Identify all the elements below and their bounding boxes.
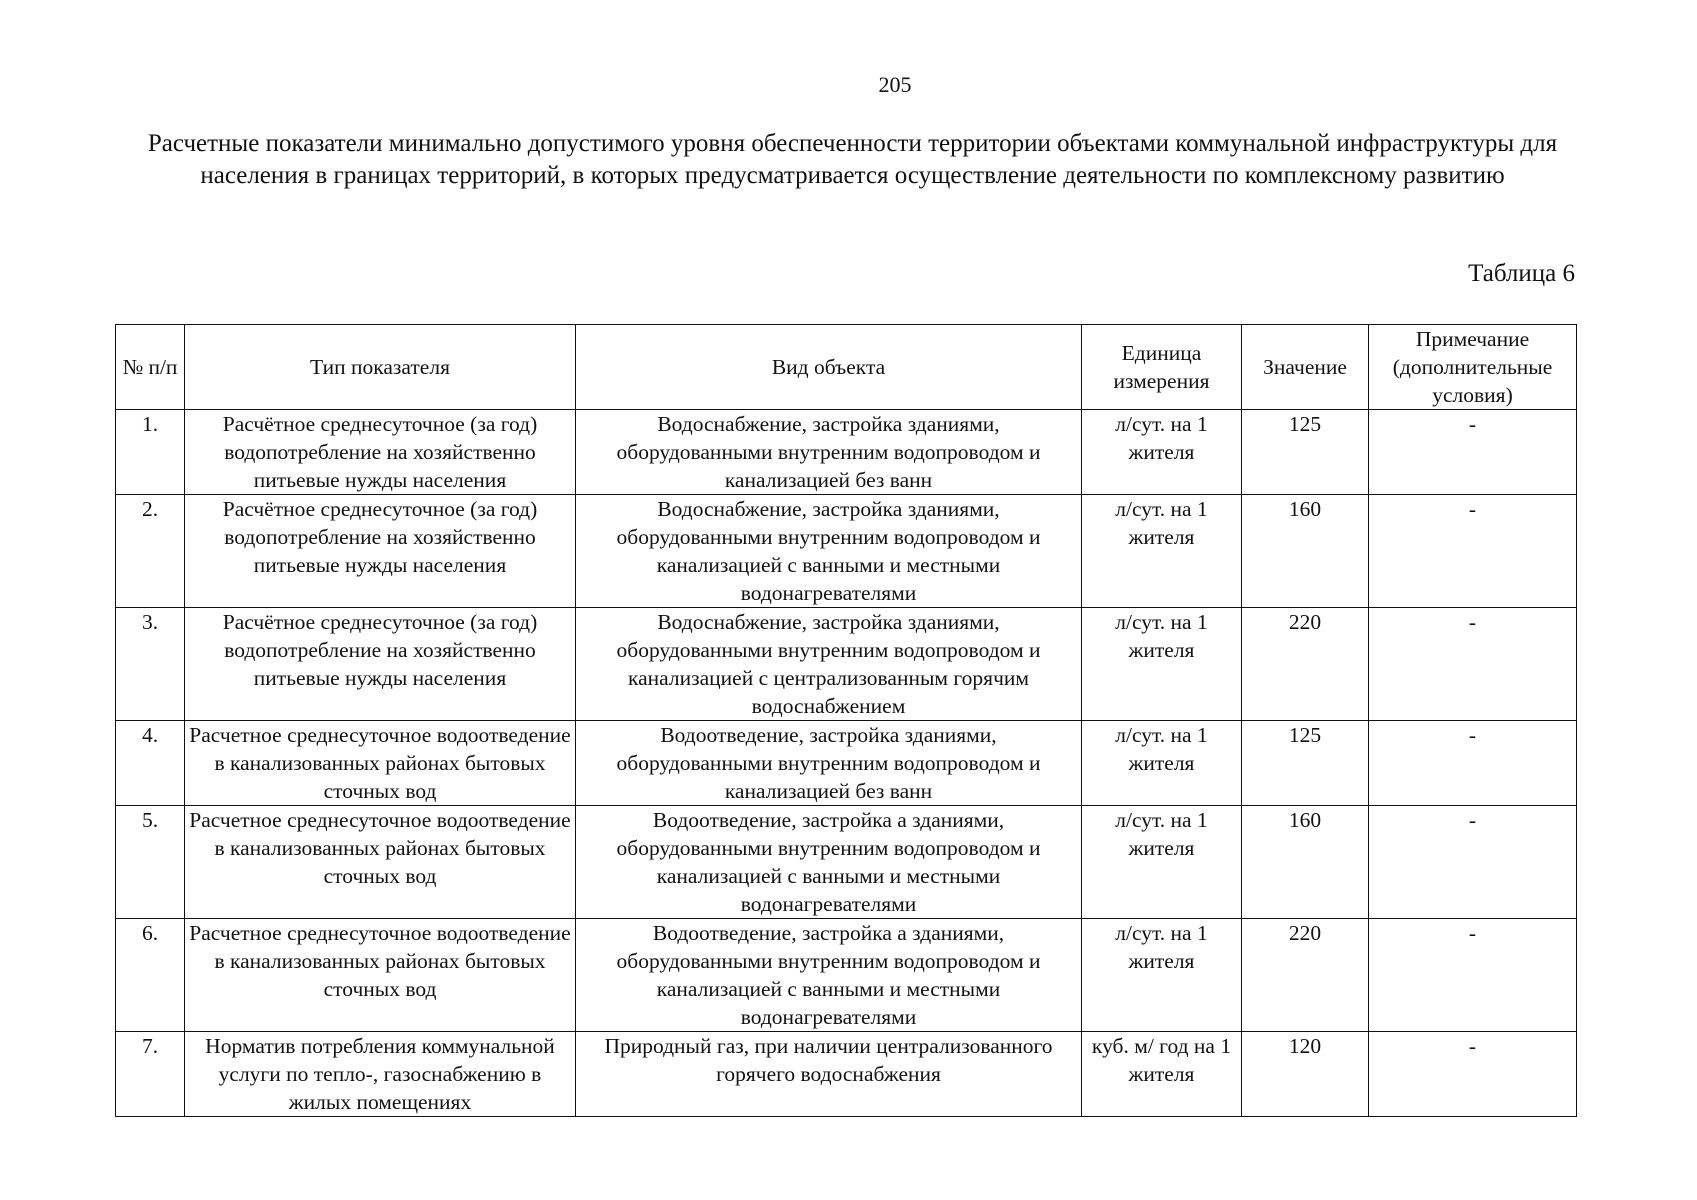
cell-type: Расчётное среднесуточное (за год) водопотребление на хозяйственно питьевые нужды населения (185, 495, 576, 608)
table-row (116, 806, 1577, 919)
cell-unit: л/сут. на 1 жителя (1082, 608, 1242, 721)
header-num: № п/п (116, 325, 185, 410)
cell-type: Расчетное среднесуточное водоотведение в канализованных районах бытовых сточных вод (185, 919, 576, 1032)
header-object: Вид объекта (576, 325, 1082, 410)
cell-unit: л/сут. на 1 жителя (1082, 495, 1242, 608)
cell-object: Водоотведение, застройка а зданиями, оборудованными внутренним водопроводом и канализацией с ванными и местными водонагревателями (576, 806, 1082, 919)
cell-unit: л/сут. на 1 жителя (1082, 721, 1242, 806)
cell-note: - (1369, 721, 1577, 806)
cell-value: 120 (1242, 1032, 1369, 1117)
header-type: Тип показателя (185, 325, 576, 410)
cell-type: Расчетное среднесуточное водоотведение в канализованных районах бытовых сточных вод (185, 806, 576, 919)
cell-unit: л/сут. на 1 жителя (1082, 806, 1242, 919)
cell-note: - (1369, 608, 1577, 721)
cell-object: Водоотведение, застройка а зданиями, оборудованными внутренним водопроводом и канализацией с ванными и местными водонагревателями (576, 919, 1082, 1032)
cell-object: Водоотведение, застройка зданиями, оборудованными внутренним водопроводом и канализацией без ванн (576, 721, 1082, 806)
cell-type: Расчетное среднесуточное водоотведение в канализованных районах бытовых сточных вод (185, 721, 576, 806)
cell-type: Расчётное среднесуточное (за год) водопотребление на хозяйственно питьевые нужды населения (185, 608, 576, 721)
cell-num: 4. (116, 721, 185, 806)
table-row (116, 495, 1577, 608)
cell-note: - (1369, 410, 1577, 495)
cell-object: Водоснабжение, застройка зданиями, оборудованными внутренним водопроводом и канализацией без ванн (576, 410, 1082, 495)
cell-num: 1. (116, 410, 185, 495)
table-row (116, 1032, 1577, 1117)
cell-value: 220 (1242, 608, 1369, 721)
table-header-row (116, 325, 1577, 410)
cell-value: 125 (1242, 721, 1369, 806)
cell-object: Водоснабжение, застройка зданиями, оборудованными внутренним водопроводом и канализацией с централизованным горячим водоснабжением (576, 608, 1082, 721)
cell-num: 7. (116, 1032, 185, 1117)
header-note: Примечание (дополнительные условия) (1369, 325, 1577, 410)
table-row (116, 919, 1577, 1032)
cell-value: 220 (1242, 919, 1369, 1032)
cell-note: - (1369, 919, 1577, 1032)
header-value: Значение (1242, 325, 1369, 410)
cell-note: - (1369, 806, 1577, 919)
cell-num: 6. (116, 919, 185, 1032)
table-row (116, 721, 1577, 806)
header-unit: Единица измерения (1082, 325, 1242, 410)
table-label: Таблица 6 (1468, 260, 1575, 287)
cell-object: Водоснабжение, застройка зданиями, оборудованными внутренним водопроводом и канализацией с ванными и местными водонагревателями (576, 495, 1082, 608)
cell-type: Норматив потребления коммунальной услуги по тепло-, газоснабжению в жилых помещениях (185, 1032, 576, 1117)
cell-value: 160 (1242, 806, 1369, 919)
cell-note: - (1369, 1032, 1577, 1117)
indicators-table (115, 324, 1577, 1117)
cell-value: 125 (1242, 410, 1369, 495)
cell-type: Расчётное среднесуточное (за год) водопотребление на хозяйственно питьевые нужды населения (185, 410, 576, 495)
cell-unit: л/сут. на 1 жителя (1082, 919, 1242, 1032)
cell-num: 5. (116, 806, 185, 919)
table-row (116, 410, 1577, 495)
cell-unit: л/сут. на 1 жителя (1082, 410, 1242, 495)
document-title: Расчетные показатели минимально допустимого уровня обеспеченности территории объектами коммунальной инфраструктуры для населения в границах территорий, в которых предусматривается осуществление деятельности по комплексному развитию (147, 130, 1558, 189)
cell-value: 160 (1242, 495, 1369, 608)
cell-object: Природный газ, при наличии централизованного горячего водоснабжения (576, 1032, 1082, 1117)
cell-num: 3. (116, 608, 185, 721)
cell-note: - (1369, 495, 1577, 608)
table-row (116, 608, 1577, 721)
page-number: 205 (878, 72, 912, 97)
cell-unit: куб. м/ год на 1 жителя (1082, 1032, 1242, 1117)
cell-num: 2. (116, 495, 185, 608)
